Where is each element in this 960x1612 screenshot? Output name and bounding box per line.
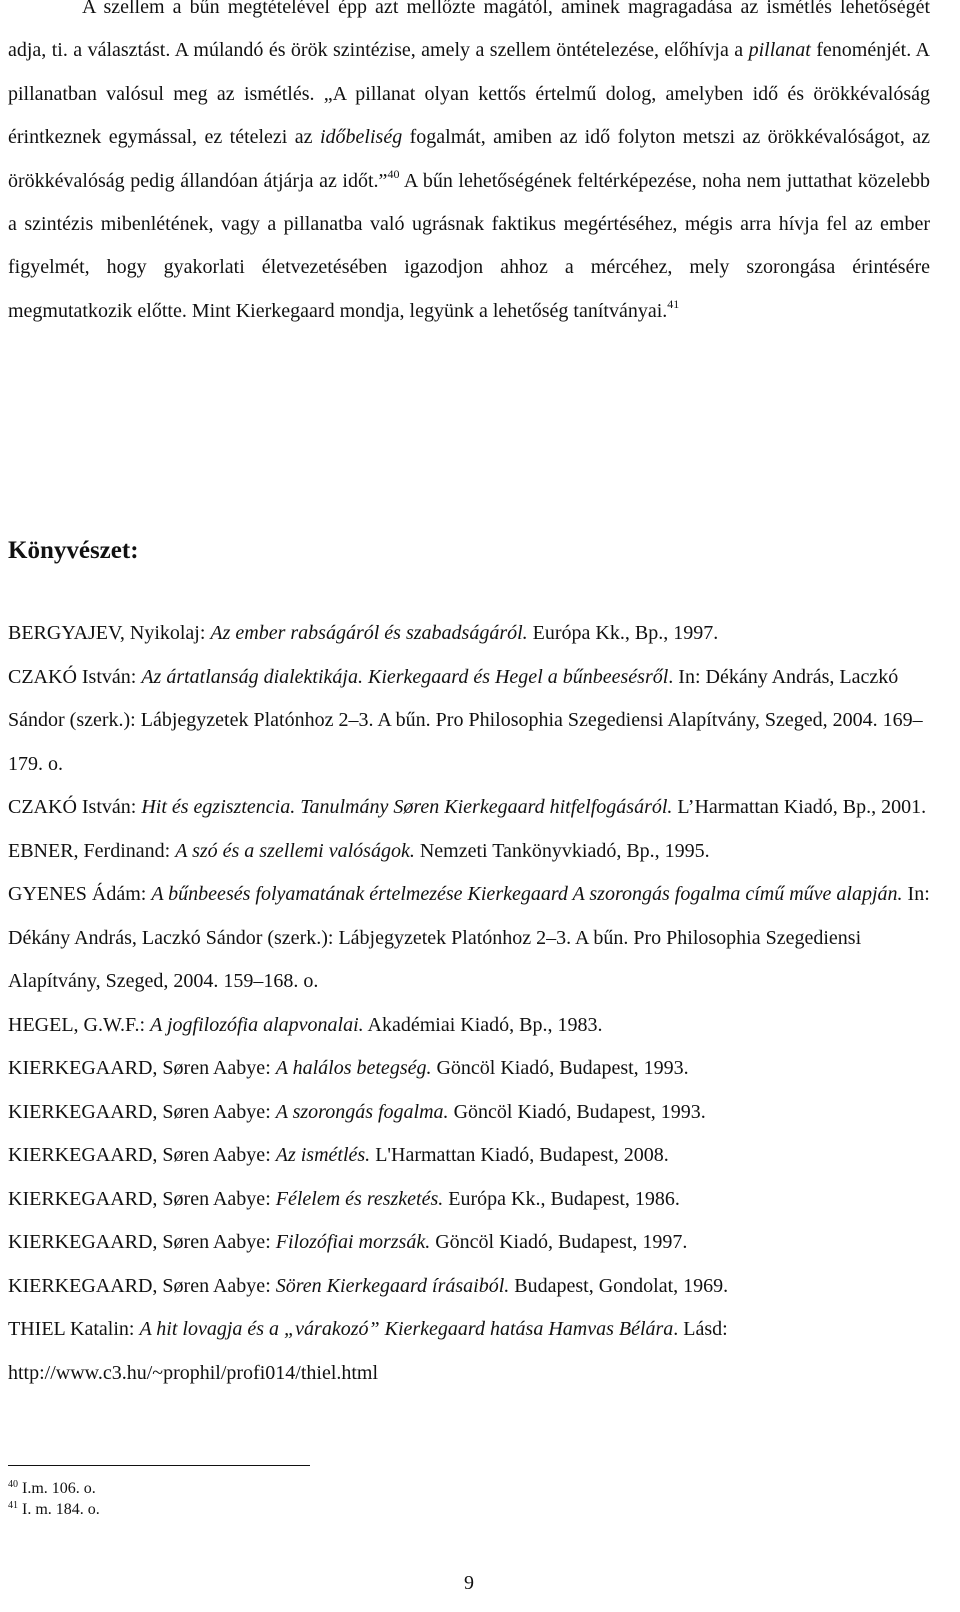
body-text-4: A bűn lehetőségének feltérképezése, noha nem juttathat közelebb a szintézis mibenlétének, vagy a pillanatba való ugrásnak faktikus megértéséhez, mégis arra hívja fel az ember figyelmét, hogy gyakorlati életvezetésében igazodjon ahhoz a mércéhez, mely szorongása érintésére megmutatkozik előtte. Mint Kierkegaard mondja, legyünk a lehetőség tanítványai. (8, 169, 930, 322)
bib-title: Félelem és reszketés. (275, 1187, 444, 1210)
bib-title: A halálos betegség. (275, 1057, 432, 1079)
body-italic-1: pillanat (748, 39, 811, 62)
bib-title: A hit lovagja és a „várakozó” Kierkegaard hatása Hamvas Bélára (139, 1318, 674, 1340)
bib-author: KIERKEGAARD, Søren Aabye: (8, 1274, 276, 1297)
bibliography-entry (8, 1265, 930, 1309)
bib-title: A bűnbeesés folyamatának értelmezése Kierkegaard A szorongás fogalma című műve alapján. (151, 883, 903, 905)
bib-author: GYENES Ádám: (8, 883, 152, 905)
footnote-40 (8, 1478, 100, 1499)
bib-publication: Budapest, Gondolat, 1969. (509, 1274, 729, 1297)
footnote-text: I. m. 184. o. (18, 1501, 100, 1518)
footnote-text: I.m. 106. o. (18, 1480, 96, 1497)
bib-publication: Európa Kk., Bp., 1997. (527, 622, 719, 644)
bibliography-entry (8, 656, 930, 787)
bib-author: KIERKEGAARD, Søren Aabye: (8, 1144, 276, 1166)
bib-author: HEGEL, G.W.F.: (8, 1013, 151, 1036)
bibliography-entry (8, 1221, 930, 1265)
bib-publication: . Lásd: http://www.c3.hu/~prophil/profi014/thiel.html (8, 1318, 728, 1384)
bibliography-entry (8, 612, 930, 656)
bibliography-heading: Könyvészet: (8, 537, 139, 564)
bibliography-entry (8, 1178, 930, 1222)
body-text-1: A szellem a bűn megtételével épp azt mellőzte magától, aminek magragadása az ismétlés lehetőségét adja, ti. a választást. A múlandó és örök szintézise, amely a szellem öntételezése, előhívja a (8, 0, 930, 62)
bib-publication: Nemzeti Tankönyvkiadó, Bp., 1995. (414, 839, 710, 862)
bib-publication: Göncöl Kiadó, Budapest, 1997. (430, 1231, 688, 1253)
footnote-list (8, 1478, 100, 1520)
bib-author: CZAKÓ István: (8, 665, 142, 688)
bib-title: Az ártatlanság dialektikája. Kierkegaard és Hegel a bűnbeesésről (141, 665, 669, 688)
bib-title: A szorongás fogalma. (275, 1100, 449, 1123)
bibliography-entry (8, 873, 930, 1004)
bib-publication: Akadémiai Kiadó, Bp., 1983. (363, 1013, 603, 1036)
footnote-number: 40 (8, 1479, 18, 1490)
bib-author: CZAKÓ István: (8, 796, 142, 818)
bib-publication: L'Harmattan Kiadó, Budapest, 2008. (370, 1144, 669, 1166)
footnote-number: 41 (8, 1500, 18, 1511)
footnote-ref-40[interactable]: 40 (387, 166, 400, 181)
bib-title: Hit és egzisztencia. Tanulmány Søren Kierkegaard hitfelfogásáról. (141, 796, 673, 818)
bib-publication: L’Harmattan Kiadó, Bp., 2001. (672, 796, 927, 818)
bib-author: KIERKEGAARD, Søren Aabye: (8, 1187, 276, 1210)
bib-title: Filozófiai morzsák. (275, 1231, 431, 1253)
page-number: 9 (464, 1572, 474, 1594)
bib-title: Az ismétlés. (275, 1144, 371, 1166)
bibliography-entry (8, 1047, 930, 1091)
footnote-divider (8, 1465, 310, 1466)
body-text-3: fogalmát, amiben az idő folyton metszi az örökkévalóságot, az örökkévalóság pedig állandóan átjárja az időt.” (8, 126, 930, 192)
footnote-41 (8, 1499, 100, 1520)
body-italic-2: időbeliség (319, 126, 403, 149)
bib-publication: Európa Kk., Budapest, 1986. (443, 1187, 680, 1210)
footnote-ref-41[interactable]: 41 (667, 296, 680, 311)
bibliography-entry (8, 1308, 930, 1395)
bib-title: Sören Kierkegaard írásaiból. (275, 1274, 510, 1297)
bib-title: A szó és a szellemi valóságok. (175, 839, 415, 862)
bibliography-entry (8, 830, 930, 874)
bibliography-entry (8, 1004, 930, 1048)
bib-author: EBNER, Ferdinand: (8, 839, 176, 862)
bib-author: BERGYAJEV, Nyikolaj: (8, 622, 211, 644)
body-paragraph (8, 0, 930, 333)
body-text-2: fenoménjét. A pillanatban valósul meg az ismétlés. „A pillanat olyan kettős értelmű dolog, amelyben idő és örökkévalóság érintkeznek egymással, ez tételezi az (8, 39, 930, 149)
bib-publication: . In: Dékány András, Laczkó Sándor (szerk.): Lábjegyzetek Platónhoz 2–3. A bűn. Pro Philosophia Szegediensi Alapítvány, Szeged, 2004. 169–179. o. (8, 665, 923, 775)
bib-title: Az ember rabságáról és szabadságáról. (210, 622, 528, 644)
bibliography-entry (8, 1091, 930, 1135)
bibliography-entry (8, 1134, 930, 1178)
bib-publication: Göncöl Kiadó, Budapest, 1993. (448, 1100, 706, 1123)
bib-publication: In: Dékány András, Laczkó Sándor (szerk.): Lábjegyzetek Platónhoz 2–3. A bűn. Pro Philosophia Szegediensi Alapítvány, Szeged, 2004. 159–168. o. (8, 883, 930, 992)
bib-title: A jogfilozófia alapvonalai. (150, 1013, 364, 1036)
bib-publication: Göncöl Kiadó, Budapest, 1993. (431, 1057, 689, 1079)
bib-author: KIERKEGAARD, Søren Aabye: (8, 1057, 276, 1079)
bib-author: KIERKEGAARD, Søren Aabye: (8, 1231, 276, 1253)
bib-author: THIEL Katalin: (8, 1318, 140, 1340)
bib-author: KIERKEGAARD, Søren Aabye: (8, 1100, 276, 1123)
bibliography-entry (8, 786, 930, 830)
bibliography-list (8, 612, 930, 1395)
